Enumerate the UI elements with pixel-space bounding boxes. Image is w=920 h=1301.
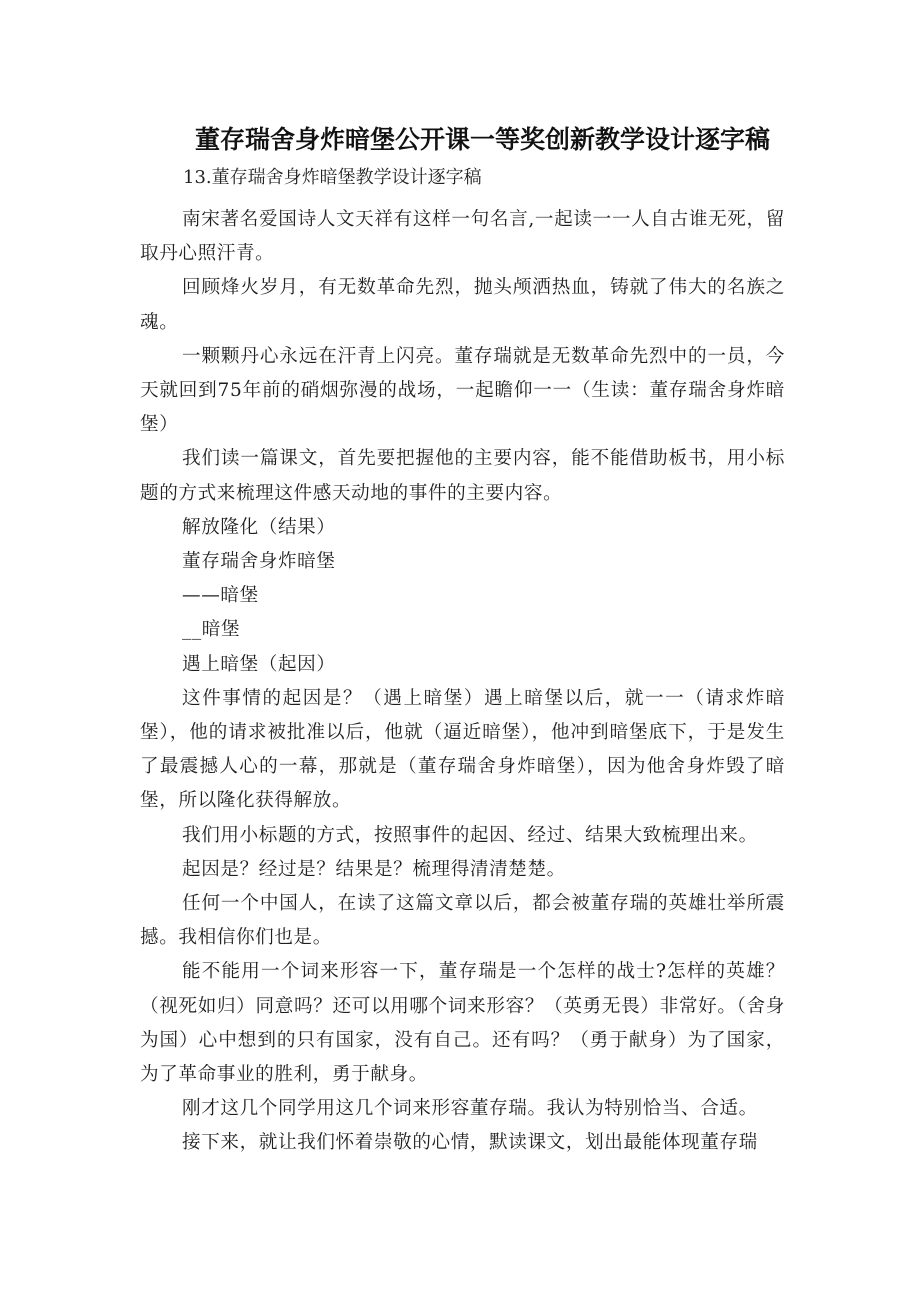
board-line: 董存瑞舍身炸暗堡	[182, 551, 336, 573]
document-subtitle: 13.董存瑞舍身炸暗堡教学设计逐字稿	[183, 167, 482, 188]
paragraph: 能不能用一个词来形容一下，董存瑞是一个怎样的战士?怎样的英雄？（视死如归）同意吗？还可以用哪个词来形容？（英勇无畏）非常好。（舍身为国）心中想到的只有国家，没有自己。还有吗？（勇于献身）为了国家，为了革命事业的胜利，勇于献身。	[140, 961, 785, 1086]
paragraph: 这件事情的起因是？（遇上暗堡）遇上暗堡以后，就一一（请求炸暗堡），他的请求被批准以后，他就（逼近暗堡），他冲到暗堡底下，于是发生了最震撼人心的一幕，那就是（董存瑞舍身炸暗堡），因为他舍身炸毁了暗堡，所以隆化获得解放。	[140, 687, 785, 812]
paragraph: 南宋著名爱国诗人文天祥有这样一句名言,一起读一一人自古谁无死，留取丹心照汗青。	[140, 209, 785, 265]
paragraph: 我们读一篇课文，首先要把握他的主要内容，能不能借助板书，用小标题的方式来梳理这件感天动地的事件的主要内容。	[140, 448, 785, 504]
board-line: 解放隆化（结果）	[182, 516, 336, 538]
paragraph: 刚才这几个同学用这几个词来形容董存瑞。我认为特别恰当、合适。	[182, 1098, 758, 1120]
board-line: 遇上暗堡（起因）	[182, 653, 336, 675]
paragraph: 接下来，就让我们怀着崇敬的心情，默读课文，划出最能体现董存瑞	[182, 1132, 758, 1154]
document-body	[140, 203, 785, 1161]
paragraph: 起因是？经过是？结果是？梳理得清清楚楚。	[182, 858, 566, 880]
board-line: ——暗堡	[182, 585, 259, 607]
board-line: __暗堡	[182, 619, 241, 641]
paragraph: 我们用小标题的方式，按照事件的起因、经过、结果大致梳理出来。	[182, 824, 758, 846]
paragraph: 回顾烽火岁月，有无数革命先烈，抛头颅洒热血，铸就了伟大的名族之魂。	[140, 277, 785, 333]
paragraph: 任何一个中国人，在读了这篇文章以后，都会被董存瑞的英雄壮举所震撼。我相信你们也是。	[140, 893, 785, 949]
document-title: 董存瑞舍身炸暗堡公开课一等奖创新教学设计逐字稿	[194, 125, 770, 154]
paragraph: 一颗颗丹心永远在汗青上闪亮。董存瑞就是无数革命先烈中的一员，今天就回到75年前的硝烟弥漫的战场，一起瞻仰一一（生读：董存瑞舍身炸暗堡）	[140, 345, 785, 436]
